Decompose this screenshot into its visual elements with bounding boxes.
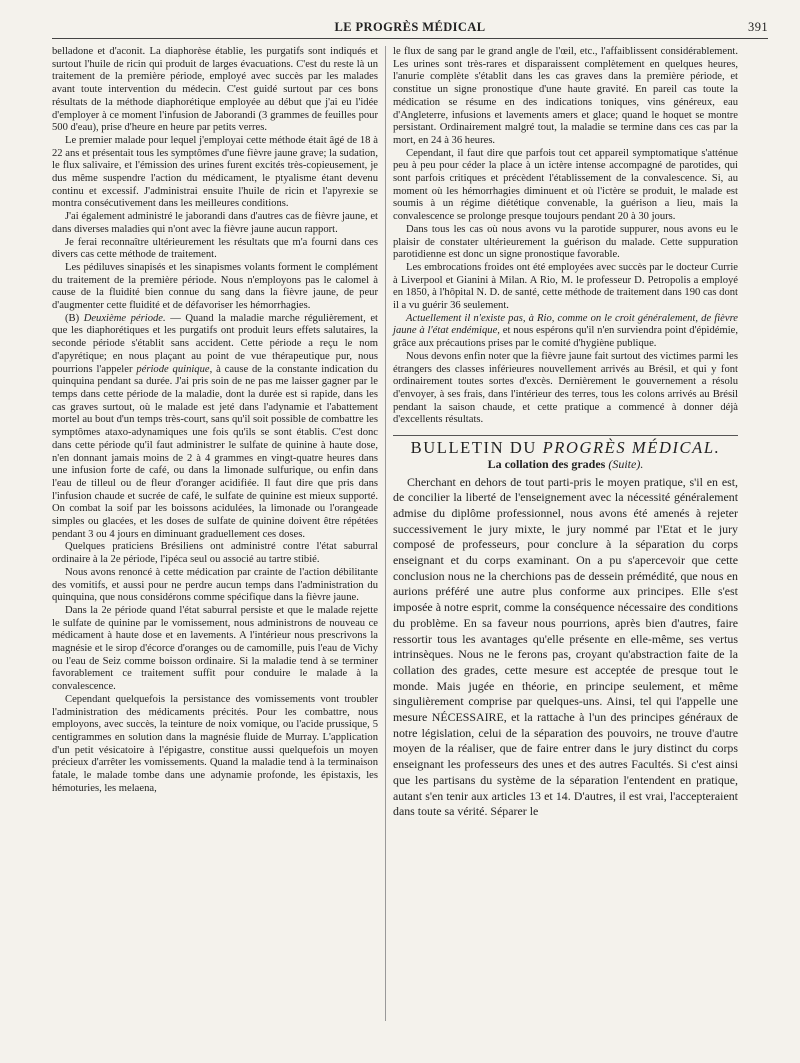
second-period-paragraph [52,313,378,542]
paragraph: Dans la 2e période quand l'état saburral persiste et que le malade rejette le sulfate de quinine par le vomissement, nous administrons de nouveau ce médicament à haute dose et en lavements. A l'intérieur nous prescrivons la magnésie et le sirop d'écorce d'oranges ou de camomille, puis l'eau de Vichy ou l'eau de Seiz comme boisson ordinaire. Si la maladie tend à se terminer favorablement ce traitement suffit pour conduire le malade à la convalescence. [52,604,378,693]
paragraph: Le premier malade pour lequel j'employai cette méthode était âgé de 18 à 22 ans et présentait tous les symptômes d'une fièvre jaune grave; la sudation, le flux salivaire, et l'émission des urines furent excités très-copieusement, je dus même suspendre l'action du médicament, le ptyalisme étant devenu continu et excessif. J'administrai ensuite l'huile de ricin et l'apyrexie se montra consécutivement dans les meilleures conditions. [52,134,378,210]
paragraph: Quelques praticiens Brésiliens ont administré contre l'état saburral ordinaire à la 2e période, l'ipéca seul ou associé au tartre stibié. [52,541,378,566]
paragraph: Je ferai reconnaître ultérieurement les résultats que m'a fourni dans ces divers cas cette méthode de traitement. [52,236,378,261]
italic-paragraph [393,313,738,351]
left-column [52,46,378,795]
bulletin-title [393,438,738,458]
paragraph: Cependant quelquefois la persistance des vomissements vont troubler l'administration des médicaments précités. Pour les combattre, nous employons, avec succès, la teinture de noix vomique, ou l'acide prussique, 5 centigrammes en solution dans la magnésie fluide de Murray. L'application d'un petit vésicatoire à l'épigastre, constitue aussi quelquefois un moyen précieux d'arrêter les vomissements. Quand la maladie tend à la terminaison fatale, le malade tombe dans une adynamie profonde, les épistaxis, les hémoturies, les melaena, [52,693,378,794]
section-heading-italic: Deuxième période. [83,312,166,324]
paragraph: Cependant, il faut dire que parfois tout cet appareil symptomatique s'atténue peu à peu pour céder la place à un ictère intense accompagné de parotides, qui sont parfois critiques et précèdent l'établissement de la convalescence. Si, au moment où les hémorrhagies diminuent et où l'ictère se produit, le malade est soumis à un régime diététique convenable, la guérison a lieu, mais la convalescence se prolonge presque toujours pendant 20 à 30 jours. [393,147,738,223]
paragraph-text: , à cause de la constante indication du quinquina pendant sa durée. J'ai pris soin de ne pas me laisser gagner par le temps dans cette période de la maladie, dont la durée est si rapide, dans les cas graves surtout, où le malade est jeté dans l'adynamie et l'abattement mortel au bout d'un temps très-court, sans qu'il soit possible de combattre les symptômes ataxo-adynamiques une fois qu'ils se sont établis. C'est donc dans cette période qu'il faut administrer le sulfate de quinine à haute dose, n'en donnant jamais moins de 2 à 4 grammes en vingt-quatre heures dans une infusion forte de café, ou dans la limonade sulfurique, ou enfin dans l'eau de tilleul ou de fleur d'oranger acidifiée. Il faut dire que pris dans l'infusion chaude et sucrée de café, le sulfate de quinine est mieux supporté. On combat la soif par les boissons acidulées, la limonade ou l'orangeade simples ou glacées, et les doses de sulfate de quinine doivent être répétées pendant 3 ou 4 jours en diminuant graduellement ces doses. [52,363,378,540]
section-title-text: La collation des grades [487,456,606,471]
right-column [393,46,738,820]
paragraph: Nous avons renoncé à cette médication par crainte de l'action débilitante des vomitifs, et aussi pour ne perdre aucun temps dans l'administration du quinquina, que nous considérons comme spécifique dans la fièvre jaune. [52,566,378,604]
paragraph-text: et nous espérons qu'il n'en surviendra point d'épidémie, grâce aux précautions prises par le comité d'hygiène publique. [393,325,738,350]
bulletin-title-journal: PROGRÈS MÉDICAL. [542,438,721,458]
section-title [393,458,738,471]
paragraph: Dans tous les cas où nous avons vu la parotide suppurer, nous avons eu le plaisir de constater ultérieurement la guérison du malade. Cette suppuration parotidienne est donc un signe pronostique favorable. [393,223,738,261]
paragraph: J'ai également administré le jaborandi dans d'autres cas de fièvre jaune, et dans diverses maladies qui n'ont avec la fièvre jaune aucun rapport. [52,211,378,235]
bulletin-body [393,475,738,820]
page-number: 391 [748,20,768,34]
header-rule [52,38,768,39]
paragraph: Cherchant en dehors de tout parti-pris le moyen pratique, s'il en est, de concilier la liberté de l'enseignement avec la nécessité généralement admise du diplôme professionnel, nous avons été amenés à rejeter successivement le jury mixte, le jury nommé par l'Etat et le jury composé de professeurs, pour conclure à la séparation du corps enseignant et du corps examinant. On a pu s'apercevoir que cette conclusion nous ne la cherchions pas de dessein prémédité, que nous en aurions préféré une autre plus conforme aux principes. Elle s'est imposée à notre esprit, comme la conséquence nécessaire des conditions du problème. En sa faveur nous pourrions, après bien d'autres, faire ressortir tous les avantages qu'elle présente en elle-même, ses vertus intrinsèques. Nous ne le ferons pas, croyant qu'abstraction faite de la collation des grades, cette mesure est acceptée de presque tout le monde. Mais jugée en théorie, en principe seulement, et même singulièrement comprise par quelques-uns. Ainsi, tel qui l'appelle une mesure NÉCESSAIRE, et la rattache à l'un des principes généraux de notre législation, celui de la séparation des pouvoirs, ne trouve d'autre moyen de la réaliser, que de faire entrer dans le jury distinct du corps enseignant les professeurs des unes et des autres Facultés. Si c'est ainsi que les partisans du système de la séparation l'entendent en pratique, autant s'en tenir aux articles 13 et 14. D'autres, il est vrai, l'accepteraient dans toute sa vérité. Séparer le [393,474,738,819]
italic-statement: Actuellement il n'existe pas, à Rio, comme on le croit généralement, de fièvre jaune à l'état endémique, [393,312,738,337]
paragraph: Les embrocations froides ont été employées avec succès par le docteur Currie à Liverpool et Gianini à Milan. A Rio, M. le professeur D. Petropolis a employé en 1850, à l'hôpital N. D. de santé, cette méthode de traitement dans 190 cas dont il a vu guérir 36 seulement. [393,261,738,312]
running-head [52,20,768,38]
paragraph: belladone et d'aconit. La diaphorèse établie, les purgatifs sont indiqués et surtout l'huile de ricin qui produit de larges évacuations. C'est du reste là un traitement de la première période, employé avec succès par les malades avant toute intervention du médecin. C'est guidé surtout par ces bons résultats de la méthode diaphorétique employée au début que j'ai eu l'idée d'employer à ce moment l'infusion de Jaborandi (3 grammes de feuilles pour 500 d'eau), prise d'heure en heure par petits verres. [52,46,378,134]
column-divider [385,46,386,1021]
paragraph: Nous devons enfin noter que la fièvre jaune fait surtout des victimes parmi les étrangers des classes inférieures nouvellement arrivés au Brésil, et qui y font ordinairement toutes sortes d'excès. Dernièrement le gouvernement a résolu d'envoyer, à ses frais, dans l'intérieur des terres, tous les colons arrivés au Brésil pendant la saison chaude, et cette pratique a commencé à donner déjà d'excellents résultats. [393,350,738,426]
paragraph-text: — Quand la maladie marche régulièrement, et que les diaphorétiques et les purgatifs ont produit leurs effets salutaires, la seconde période s'établit sans accident. Cette période a reçu le nom d'apyrétique; en nous plaçant au point de vue thérapeutique pur, nous pourrions l'appeler [52,312,378,375]
bulletin-rule [393,435,738,436]
paragraph: Les pédiluves sinapisés et les sinapismes volants forment le complément du traitement de la première période. Nous n'employons pas le calomel à cause de la fluidité bien connue du sang dans la fièvre jaune, de peur d'augmenter cette fluidité et de défavoriser les hémorrhagies. [52,261,378,312]
bulletin-title-prefix: BULLETIN DU [410,438,543,458]
paragraph: le flux de sang par le grand angle de l'œil, etc., l'affaiblissent considérablement. Les urines sont très-rares et disparaissent complètement en quelques heures, l'anurie complète s'établit dans les cas graves dans la première période, et constitue un signe pronostique d'une haute gravité. En pareil cas toute la médication se résume en des indications toniques, vins généreux, eau d'Angleterre, infusions et lavements amers et glace; quand le hoquet se montre persistant. Ordinairement malgré tout, la maladie se termine dans ces cas par la mort, en 24 à 36 heures. [393,46,738,146]
journal-title: LE PROGRÈS MÉDICAL [334,20,486,34]
italic-term: période quinique [136,363,210,375]
section-marker: (B) [65,312,84,324]
section-title-suffix: (Suite). [608,456,644,471]
